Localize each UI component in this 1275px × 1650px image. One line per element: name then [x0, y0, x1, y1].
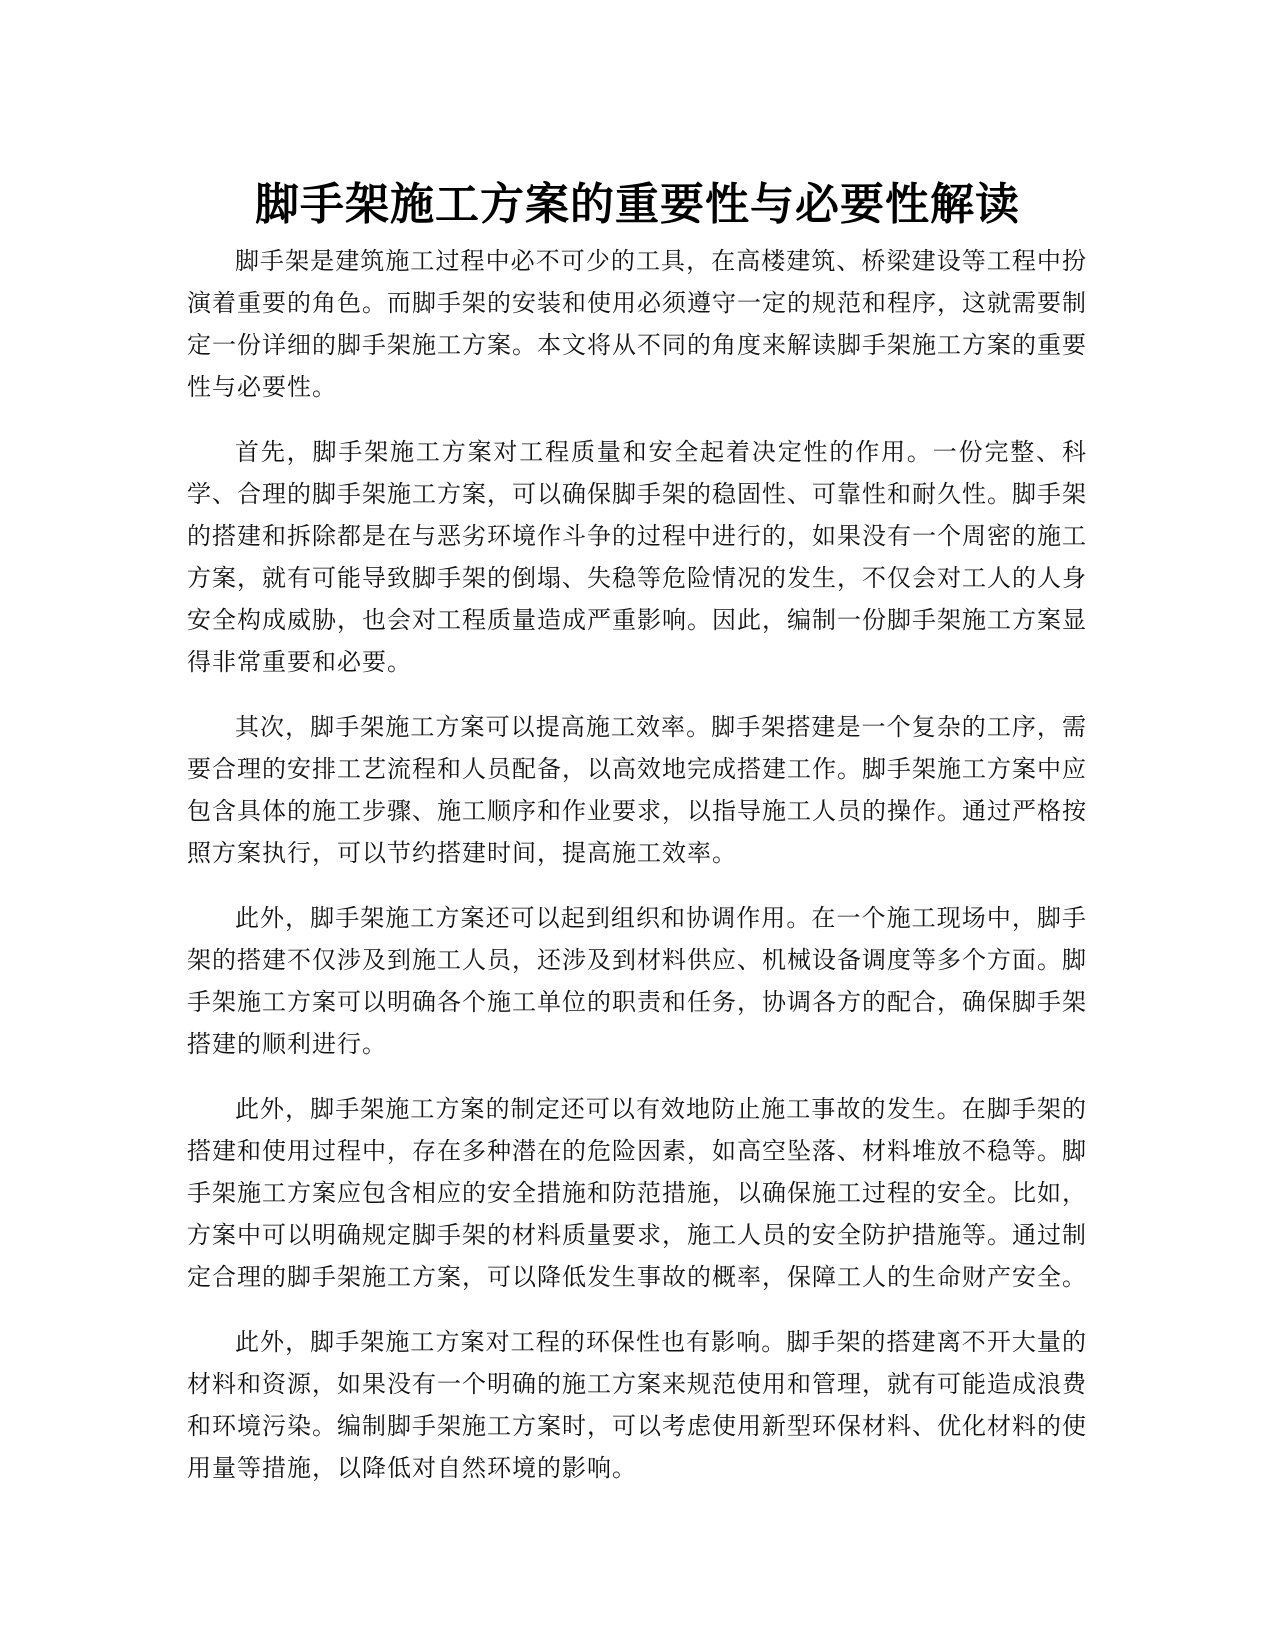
paragraph-intro: 脚手架是建筑施工过程中必不可少的工具，在高楼建筑、桥梁建设等工程中扮演着重要的角色。而脚手架的安装和使用必须遵守一定的规范和程序，这就需要制定一份详细的脚手架施工方案。本文将从不同的角度来解读脚手架施工方案的重要性与必要性。 — [187, 247, 1087, 401]
paragraph-quality-safety: 首先，脚手架施工方案对工程质量和安全起着决定性的作用。一份完整、科学、合理的脚手架施工方案，可以确保脚手架的稳固性、可靠性和耐久性。脚手架的搭建和拆除都是在与恶劣环境作斗争的过程中进行的，如果没有一个周密的施工方案，就有可能导致脚手架的倒塌、失稳等危险情况的发生，不仅会对工人的人身安全构成威胁，也会对工程质量造成严重影响。因此，编制一份脚手架施工方案显得非常重要和必要。 — [187, 438, 1087, 676]
paragraph-accident-prevention: 此外，脚手架施工方案的制定还可以有效地防止施工事故的发生。在脚手架的搭建和使用过程中，存在多种潜在的危险因素，如高空坠落、材料堆放不稳等。脚手架施工方案应包含相应的安全措施和防范措施，以确保施工过程的安全。比如，方案中可以明确规定脚手架的材料质量要求，施工人员的安全防护措施等。通过制定合理的脚手架施工方案，可以降低发生事故的概率，保障工人的生命财产安全。 — [187, 1095, 1087, 1291]
paragraph-environment: 此外，脚手架施工方案对工程的环保性也有影响。脚手架的搭建离不开大量的材料和资源，如果没有一个明确的施工方案来规范使用和管理，就有可能造成浪费和环境污染。编制脚手架施工方案时，可以考虑使用新型环保材料、优化材料的使用量等措施，以降低对自然环境的影响。 — [187, 1328, 1087, 1482]
paragraph-efficiency: 其次，脚手架施工方案可以提高施工效率。脚手架搭建是一个复杂的工序，需要合理的安排工艺流程和人员配备，以高效地完成搭建工作。脚手架施工方案中应包含具体的施工步骤、施工顺序和作业要求，以指导施工人员的操作。通过严格按照方案执行，可以节约搭建时间，提高施工效率。 — [187, 713, 1087, 867]
document-title: 脚手架施工方案的重要性与必要性解读 — [255, 179, 1020, 231]
paragraph-coordination: 此外，脚手架施工方案还可以起到组织和协调作用。在一个施工现场中，脚手架的搭建不仅涉及到施工人员，还涉及到材料供应、机械设备调度等多个方面。脚手架施工方案可以明确各个施工单位的职责和任务，协调各方的配合，确保脚手架搭建的顺利进行。 — [187, 904, 1087, 1058]
document-body — [187, 240, 1087, 1512]
